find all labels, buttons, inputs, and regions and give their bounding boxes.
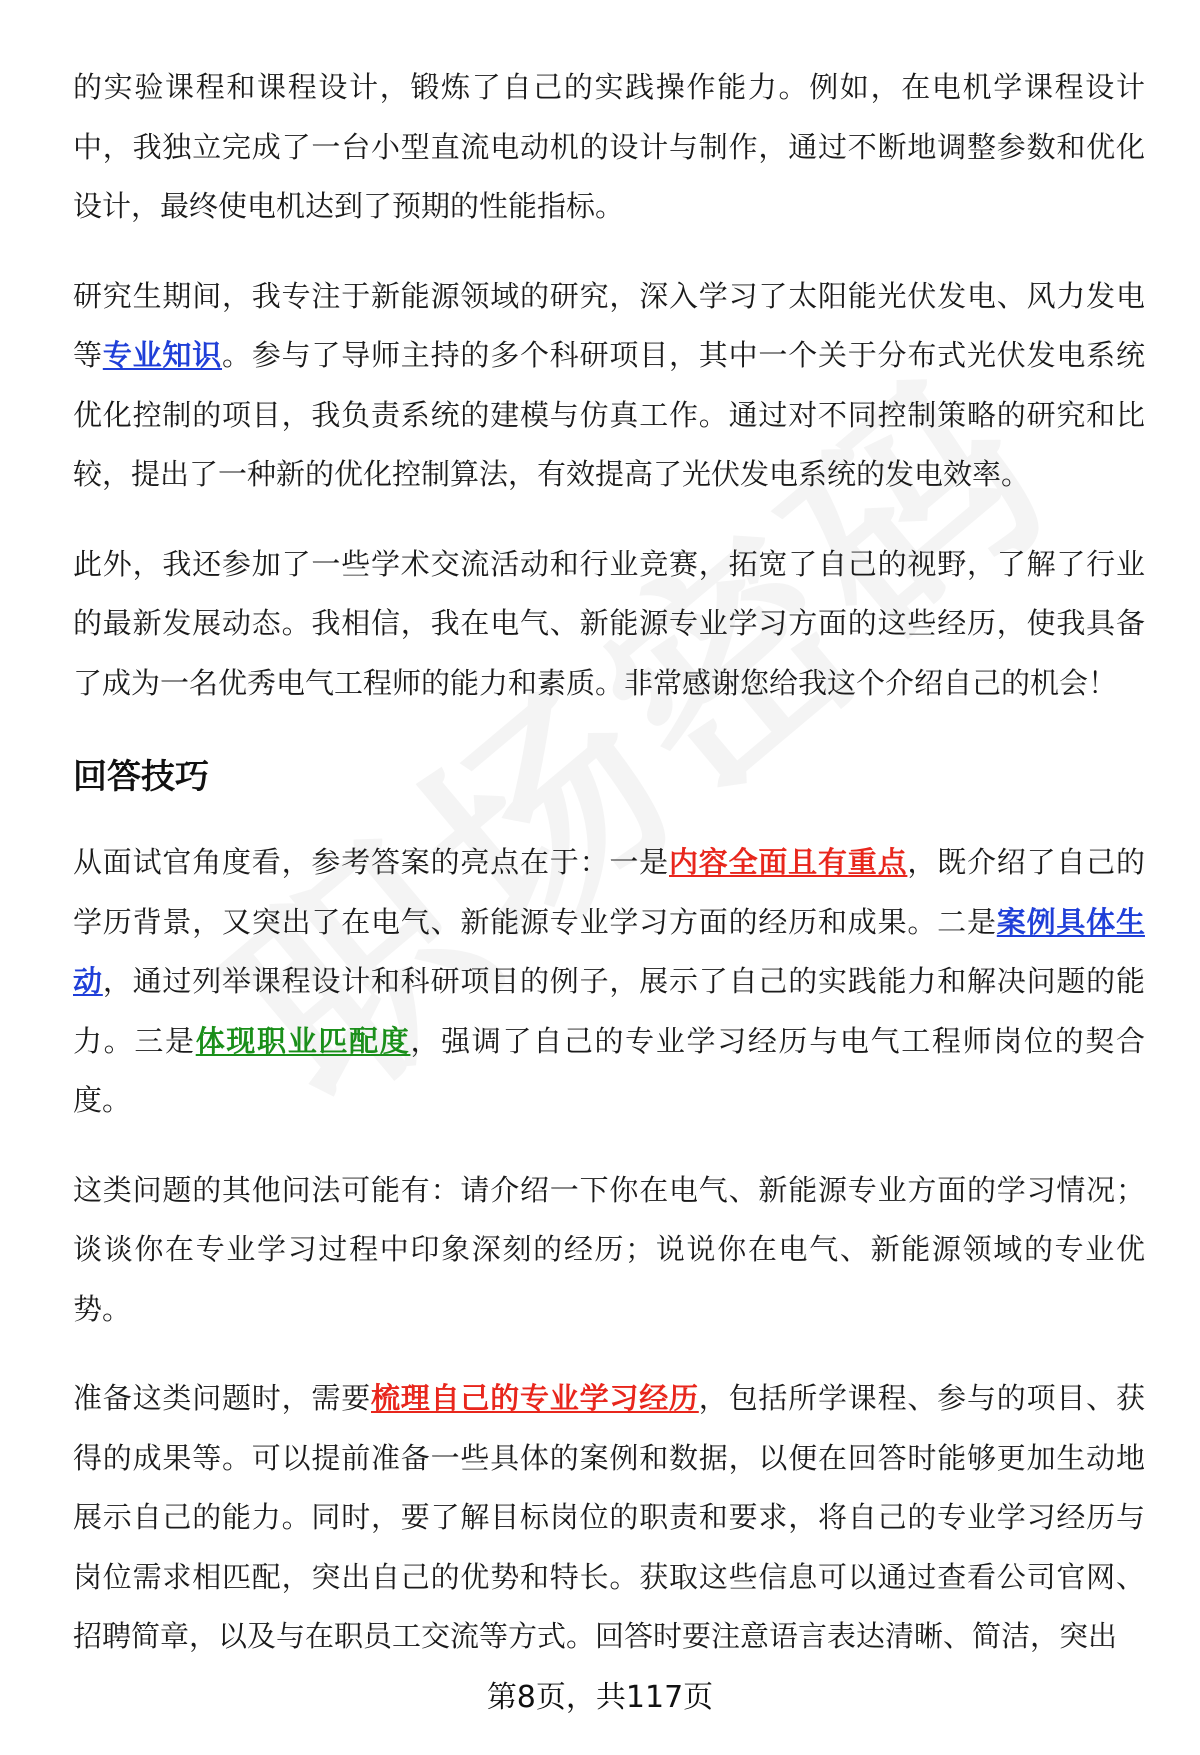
text-segment: 准备这类问题时，需要 <box>73 1381 371 1415</box>
text-segment: 。参与了导师主持的多个科研项目，其中一个关于分布式光伏发电系统优化控制的项目，我负责系统的建模与仿真工作。通过对不同控制策略的研究和比较，提出了一种新的优化控制算法，有效提高了光伏发电系统的发电效率。 <box>73 338 1145 491</box>
section-heading: 回答技巧 <box>73 757 209 797</box>
highlight-job-fit: 体现职业匹配度 <box>195 1023 411 1058</box>
highlight-review-experience: 梳理自己的专业学习经历 <box>371 1381 699 1415</box>
paragraph-interviewer-view <box>73 833 1145 1131</box>
paragraph-alternative-questions: 这类问题的其他问法可能有：请介绍一下你在电气、新能源专业方面的学习情况；谈谈你在专业学习过程中印象深刻的经历；说说你在电气、新能源领域的专业优势。 <box>73 1172 1145 1326</box>
page-number: 第8页，共117页 <box>486 1680 714 1715</box>
paragraph-graduate-research <box>73 267 1145 505</box>
highlight-comprehensive: 内容全面且有重点 <box>668 845 908 879</box>
text-segment: ，既介绍了自己的学历背景，又突出了在电气、新能源专业学习方面的经历和成果。二是 <box>73 845 1145 939</box>
highlight-vivid-cases: 案例具体生动 <box>73 904 1145 998</box>
text-segment: 研究生期间，我专注于新能源领域的研究，深入学习了太阳能光伏发电、风力发电等 <box>73 278 1145 372</box>
paragraph-closing: 此外，我还参加了一些学术交流活动和行业竞赛，拓宽了自己的视野，了解了行业的最新发展动态。我相信，我在电气、新能源专业学习方面的这些经历，使我具备了成为一名优秀电气工程师的能力和素质。非常感谢您给我这个介绍自己的机会！ <box>73 546 1145 700</box>
text-segment: ，包括所学课程、参与的项目、获得的成果等。可以提前准备一些具体的案例和数据，以便在回答时能够更加生动地展示自己的能力。同时，要了解目标岗位的职责和要求，将自己的专业学习经历与岗位需求相匹配，突出自己的优势和特长。获取这些信息可以通过查看公司官网、招聘简章，以及与在职员工交流等方式。回答时要注意语言表达清晰、简洁，突出 <box>73 1381 1145 1653</box>
document-body <box>73 58 1145 1697</box>
paragraph-course-design: 的实验课程和课程设计，锻炼了自己的实践操作能力。例如，在电机学课程设计中，我独立完成了一台小型直流电动机的设计与制作，通过不断地调整参数和优化设计，最终使电机达到了预期的性能指标。 <box>73 70 1145 223</box>
text-segment: ，强调了自己的专业学习经历与电气工程师岗位的契合度。 <box>73 1023 1145 1117</box>
text-segment: 从面试官角度看，参考答案的亮点在于：一是 <box>73 845 669 879</box>
text-segment: ，通过列举课程设计和科研项目的例子，展示了自己的实践能力和解决问题的能力。三是 <box>73 964 1145 1058</box>
paragraph-preparation <box>73 1369 1145 1667</box>
highlight-professional-knowledge: 专业知识 <box>102 338 223 372</box>
